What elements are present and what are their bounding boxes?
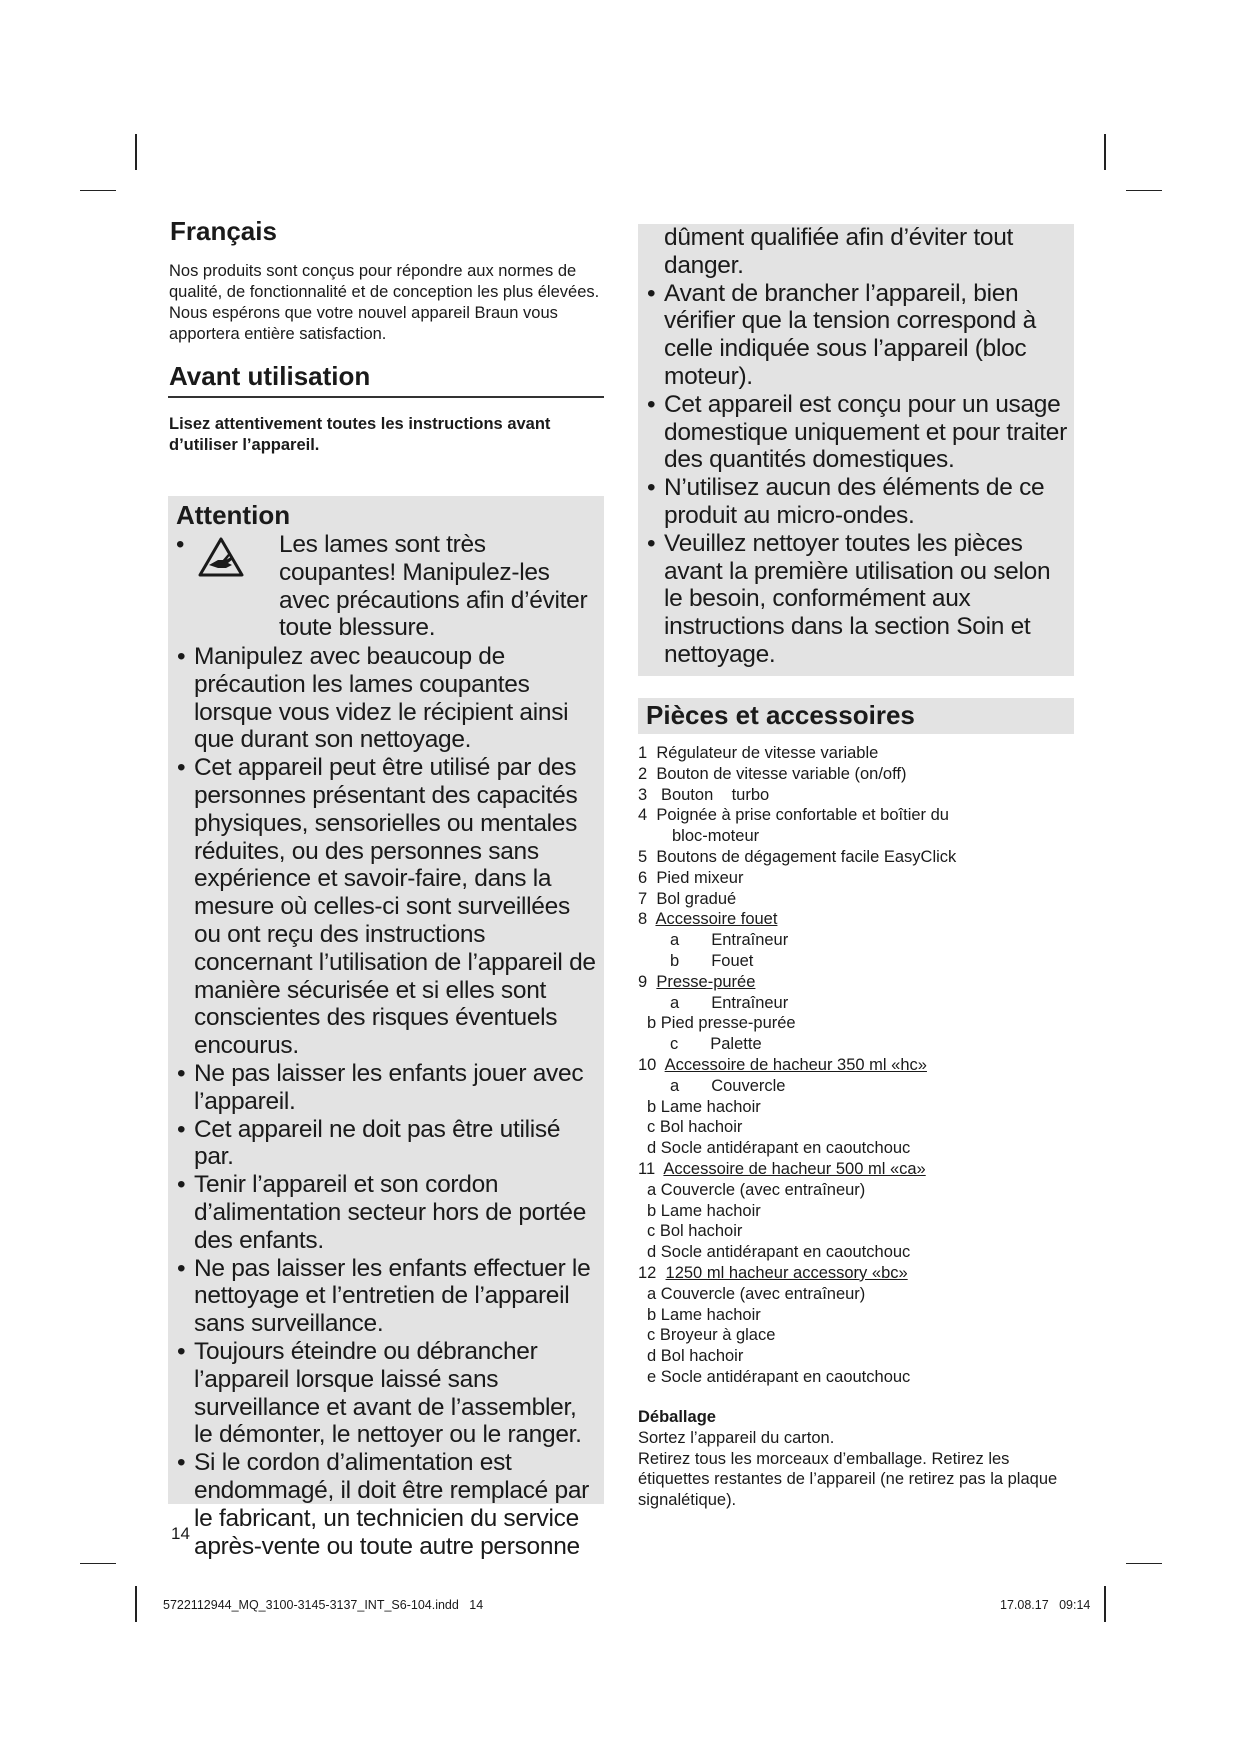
part-letter: a <box>647 1180 657 1199</box>
part-label: Pied presse-purée <box>660 1014 796 1033</box>
part-label: Accessoire de hacheur 500 ml «ca» <box>663 1159 926 1178</box>
attention-title: Attention <box>176 500 291 530</box>
part-letter: e <box>647 1367 657 1386</box>
list-item: dûment qualifiée afin d’éviter tout danger. <box>664 224 1014 279</box>
part-label: Lame hachoir <box>660 1305 761 1324</box>
part-letter: b <box>647 1014 657 1033</box>
parts-row <box>638 1076 1078 1097</box>
part-label: Bouton de vitesse variable (on/off) <box>656 764 907 783</box>
part-letter: d <box>647 1347 657 1366</box>
part-letter: a <box>670 1076 680 1095</box>
parts-row <box>638 1263 1078 1284</box>
sharp-blade-warning-icon <box>198 537 244 577</box>
parts-row <box>638 930 1078 951</box>
part-number: 7 <box>638 889 648 908</box>
parts-row <box>638 1305 1078 1326</box>
part-label: Couvercle <box>711 1076 786 1095</box>
part-number: 12 <box>638 1263 657 1282</box>
parts-row <box>638 847 1078 868</box>
part-label: Socle antidérapant en caoutchouc <box>660 1243 911 1262</box>
part-label: bloc-moteur <box>672 827 760 846</box>
part-label: Accessoire de hacheur 350 ml «hc» <box>664 1055 927 1074</box>
part-number: 3 <box>638 785 648 804</box>
bullet: • <box>176 531 185 558</box>
part-label: Palette <box>710 1035 762 1054</box>
part-label: Régulateur de vitesse variable <box>656 744 879 762</box>
list-item: • N’utilisez aucun des éléments de ce produit au micro-ondes. <box>646 474 1070 530</box>
crop-mark-top-left <box>135 134 137 170</box>
part-number: 11 <box>638 1159 656 1178</box>
part-letter: b <box>670 951 680 970</box>
list-item: • Si le cordon d’alimentation est endommagé, il doit être remplacé par le fabricant, un technicien du service après-vente ou toute autre personne <box>176 1449 600 1560</box>
part-label: Bol hachoir <box>659 1222 743 1241</box>
list-item: • Ne pas laisser les enfants effectuer le nettoyage et l’entretien de l’appareil sans surveillance. <box>176 1255 600 1338</box>
list-item: • Toujours éteindre ou débrancher l’appareil lorsque laissé sans surveillance et avant de l’assembler, le démonter, le nettoyer ou le ranger. <box>176 1338 600 1449</box>
part-letter: c <box>647 1222 656 1241</box>
part-letter: a <box>670 931 680 950</box>
part-letter: a <box>647 1284 657 1303</box>
part-letter: b <box>647 1305 657 1324</box>
part-label: 1250 ml hacheur accessory «bc» <box>665 1263 908 1282</box>
parts-row <box>638 764 1078 785</box>
part-label: Socle antidérapant en caoutchouc <box>660 1139 911 1158</box>
list-item: • Tenir l’appareil et son cordon d’alimentation secteur hors de portée des enfants. <box>176 1171 600 1254</box>
deballage-section <box>638 1407 1078 1511</box>
parts-row <box>638 1221 1078 1242</box>
parts-row <box>638 1201 1078 1222</box>
part-label: Socle antidérapant en caoutchouc <box>660 1367 911 1386</box>
list-item: • Avant de brancher l’appareil, bien vérifier que la tension correspond à celle indiquée sous l’appareil (bloc moteur). <box>646 280 1070 391</box>
parts-row <box>638 868 1078 889</box>
parts-row <box>638 1013 1078 1034</box>
left-column <box>168 216 604 456</box>
part-label: Entraîneur <box>711 993 789 1012</box>
continuation-list <box>646 224 1070 669</box>
parts-row <box>638 951 1078 972</box>
parts-row <box>638 743 1078 764</box>
parts-row <box>638 972 1078 993</box>
crop-mark-bottom-left <box>135 1586 137 1622</box>
part-number: 10 <box>638 1055 657 1074</box>
part-label: Couvercle (avec entraîneur) <box>660 1180 866 1199</box>
blade-warning <box>176 531 596 641</box>
part-letter: c <box>647 1326 656 1345</box>
parts-row <box>638 1055 1078 1076</box>
part-label: Lame hachoir <box>660 1097 761 1116</box>
parts-row <box>638 805 1078 826</box>
intro-paragraph: Nos produits sont conçus pour répondre aux normes de qualité, de fonctionnalité et de conception les plus élevées. Nous espérons que votre nouvel appareil Braun vous apportera entière satisfaction. <box>169 262 600 343</box>
crop-mark-bottom-right <box>1104 1586 1106 1622</box>
part-label: Presse-purée <box>656 972 756 991</box>
parts-row <box>638 785 1078 806</box>
part-label: Fouet <box>711 951 754 970</box>
part-label: Poignée à prise confortable et boîtier du <box>656 806 949 825</box>
parts-row <box>638 1117 1078 1138</box>
part-label: Bouton turbo <box>660 785 770 804</box>
parts-header <box>638 698 1074 734</box>
part-letter: d <box>647 1139 657 1158</box>
part-number: 2 <box>638 764 648 783</box>
list-item: • Cet appareil peut être utilisé par des personnes présentant des capacités physiques, sensorielles ou mentales réduites, ou des personnes sans expérience et savoir-faire, dans la mesure où celles-ci sont surveillées ou ont reçu des instructions concernant l’utilisation de l’appareil de manière sécurisée et si elles sont conscientes des risques éventuels encourus. <box>176 754 600 1060</box>
footer-date-time: 17.08.17 09:14 <box>1000 1598 1091 1612</box>
parts-row <box>638 1138 1078 1159</box>
parts-row <box>638 1034 1078 1055</box>
part-label: Bol hachoir <box>660 1347 744 1366</box>
parts-row <box>638 1346 1078 1367</box>
page-number: 14 <box>171 1524 190 1543</box>
attention-continuation-box <box>638 224 1074 676</box>
list-item: • Veuillez nettoyer toutes les pièces avant la première utilisation ou selon le besoin, conformément aux instructions dans la section Soin et nettoyage. <box>646 530 1070 669</box>
parts-row <box>638 1242 1078 1263</box>
list-item: • Ne pas laisser les enfants jouer avec l’appareil. <box>176 1060 600 1116</box>
part-letter: b <box>647 1097 657 1116</box>
language-title: Français <box>170 216 277 246</box>
part-label: Entraîneur <box>711 931 789 950</box>
attention-list <box>176 643 600 1560</box>
footer-file-info: 5722112944_MQ_3100-3145-3137_INT_S6-104.indd 14 <box>163 1598 484 1612</box>
crop-mark-left-bottom <box>80 1563 116 1564</box>
part-label: Couvercle (avec entraîneur) <box>660 1284 866 1303</box>
part-number: 6 <box>638 868 648 887</box>
deballage-title: Déballage <box>638 1408 716 1426</box>
parts-row <box>638 1284 1078 1305</box>
parts-row <box>638 909 1078 930</box>
part-number: 5 <box>638 847 648 866</box>
crop-mark-right-bottom <box>1126 1563 1162 1564</box>
parts-list <box>638 743 1078 1388</box>
parts-row <box>638 1097 1078 1118</box>
part-letter: a <box>670 993 680 1012</box>
part-letter: d <box>647 1243 657 1262</box>
blade-warning-text: Les lames sont très coupantes! Manipulez-les avec précautions afin d’éviter toute blessure. <box>279 531 588 642</box>
parts-row <box>638 889 1078 910</box>
parts-row <box>638 826 1078 847</box>
parts-row <box>638 1325 1078 1346</box>
part-label: Bol hachoir <box>659 1118 743 1137</box>
part-label: Pied mixeur <box>656 868 744 887</box>
part-label: Broyeur à glace <box>659 1326 776 1345</box>
deballage-line-2: Retirez tous les morceaux d’emballage. Retirez les étiquettes restantes de l’appareil (ne retirez pas la plaque signalétique). <box>638 1449 1058 1510</box>
read-instructions-note: Lisez attentivement toutes les instructions avant d’utiliser l’appareil. <box>169 415 551 454</box>
crop-mark-right-top <box>1126 190 1162 191</box>
part-label: Accessoire fouet <box>655 910 778 929</box>
crop-mark-left-top <box>80 190 116 191</box>
list-item: • Cet appareil est conçu pour un usage domestique uniquement et pour traiter des quantités domestiques. <box>646 391 1070 474</box>
part-label: Bol gradué <box>656 889 737 908</box>
deballage-line-1: Sortez l’appareil du carton. <box>638 1428 835 1447</box>
parts-title: Pièces et accessoires <box>646 700 915 730</box>
parts-row <box>638 993 1078 1014</box>
list-item: • Cet appareil ne doit pas être utilisé par. <box>176 1116 600 1172</box>
part-letter: c <box>670 1035 679 1054</box>
part-letter: c <box>647 1118 656 1137</box>
part-number: 9 <box>638 972 648 991</box>
section-title-avant-utilisation: Avant utilisation <box>168 361 604 398</box>
part-label: Boutons de dégagement facile EasyClick <box>656 847 957 866</box>
part-number: 1 <box>638 744 648 762</box>
part-number: 4 <box>638 806 648 825</box>
part-letter: b <box>647 1201 657 1220</box>
parts-row <box>638 1367 1078 1388</box>
crop-mark-top-right <box>1104 134 1106 170</box>
part-label: Lame hachoir <box>660 1201 761 1220</box>
parts-row <box>638 1180 1078 1201</box>
parts-row <box>638 1159 1078 1180</box>
part-number: 8 <box>638 910 648 929</box>
list-item: • Manipulez avec beaucoup de précaution les lames coupantes lorsque vous videz le récipient ainsi que durant son nettoyage. <box>176 643 600 754</box>
